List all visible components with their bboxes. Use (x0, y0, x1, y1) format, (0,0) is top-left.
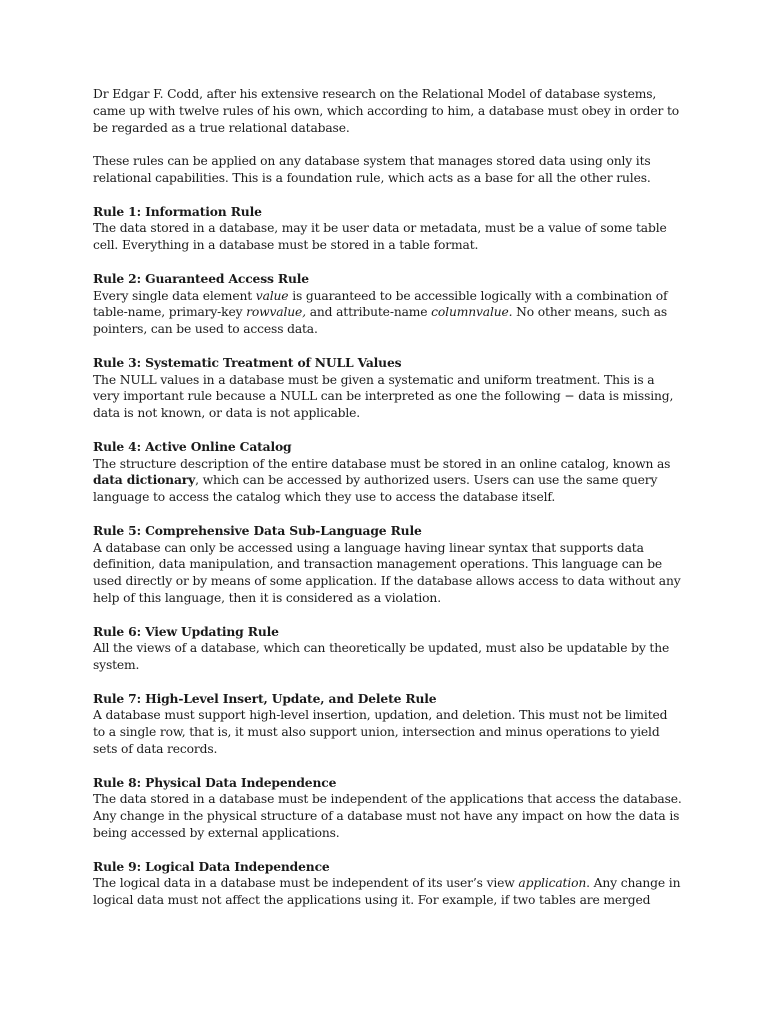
rule-title: Rule 4: Active Online Catalog (93, 438, 292, 454)
rule-1 (93, 204, 683, 254)
intro-paragraph-2: These rules can be applied on any database system that manages stored data using only its relational capabilities. This is a foundation rule, which acts as a base for all the other rules. (93, 154, 651, 185)
rule-5 (93, 523, 683, 607)
rule-title: Rule 2: Guaranteed Access Rule (93, 270, 309, 286)
rule-text: The logical data in a database must be independent of its user’s view (93, 876, 519, 891)
rule-title: Rule 9: Logical Data Independence (93, 858, 330, 874)
rule-title: Rule 1: Information Rule (93, 203, 262, 219)
rule-body: All the views of a database, which can theoretically be updated, must also be updatable by the system. (93, 641, 670, 673)
rule-text: , which can be accessed by authorized users. Users can use the same query language to access the catalog which they use to access the database itself. (93, 473, 658, 505)
rule-title: Rule 8: Physical Data Independence (93, 774, 337, 790)
rule-title: Rule 6: View Updating Rule (93, 623, 279, 639)
rule-body (93, 456, 683, 506)
rule-8 (93, 775, 683, 842)
rule-body: The NULL values in a database must be given a systematic and uniform treatment. This is a very important rule because a NULL can be interpreted as one the following − data is missing, data is not known, or data is not applicable. (93, 372, 674, 421)
rule-title: Rule 3: Systematic Treatment of NULL Values (93, 354, 402, 370)
rule-body (93, 288, 683, 338)
rule-6 (93, 624, 683, 674)
rule-emphasis: rowvalue, (246, 305, 306, 320)
rule-9 (93, 859, 683, 909)
rule-strong-term: data dictionary (93, 472, 196, 488)
rule-text: is guaranteed to be accessible logically with a combination of table-name, primary-key (93, 288, 668, 320)
document-page (93, 86, 683, 926)
rule-title: Rule 7: High-Level Insert, Update, and Delete Rule (93, 690, 437, 706)
rule-3 (93, 355, 683, 422)
rule-title: Rule 5: Comprehensive Data Sub-Language Rule (93, 522, 422, 538)
intro-paragraph-1: Dr Edgar F. Codd, after his extensive research on the Relational Model of database systems, came up with twelve rules of his own, which according to him, a database must obey in order to be regarded as a true relational database. (93, 87, 679, 135)
rule-2 (93, 271, 683, 338)
rule-body: A database can only be accessed using a language having linear syntax that supports data definition, data manipulation, and transaction management operations. This language can be used directly or by means of some application. If the database allows access to data without any help of this language, then it is considered as a violation. (93, 540, 681, 605)
rule-emphasis: application (518, 876, 587, 891)
rule-body: The data stored in a database must be independent of the applications that access the database. Any change in the physical structure of a database must not have any impact on how the data is being accessed by external applications. (93, 792, 682, 841)
rule-body: The data stored in a database, may it be user data or metadata, must be a value of some table cell. Everything in a database must be stored in a table format. (93, 221, 667, 253)
rule-body: A database must support high-level insertion, updation, and deletion. This must not be limited to a single row, that is, it must also support union, intersection and minus operations to yield sets of data records. (93, 708, 668, 757)
rule-7 (93, 691, 683, 758)
rule-text: and attribute-name (305, 305, 432, 320)
rule-emphasis: columnvalue. (431, 305, 513, 320)
rule-text: . Any change in logical data must not affect the applications using it. For example, if two tables are merged (93, 876, 681, 908)
rule-text: No other means, such as pointers, can be used to access data. (93, 305, 668, 337)
rule-text: Every single data element (93, 288, 256, 303)
rule-body (93, 875, 683, 909)
rule-4 (93, 439, 683, 506)
rule-emphasis: value (255, 288, 289, 303)
rule-text: The structure description of the entire database must be stored in an online catalog, known as (93, 456, 671, 471)
